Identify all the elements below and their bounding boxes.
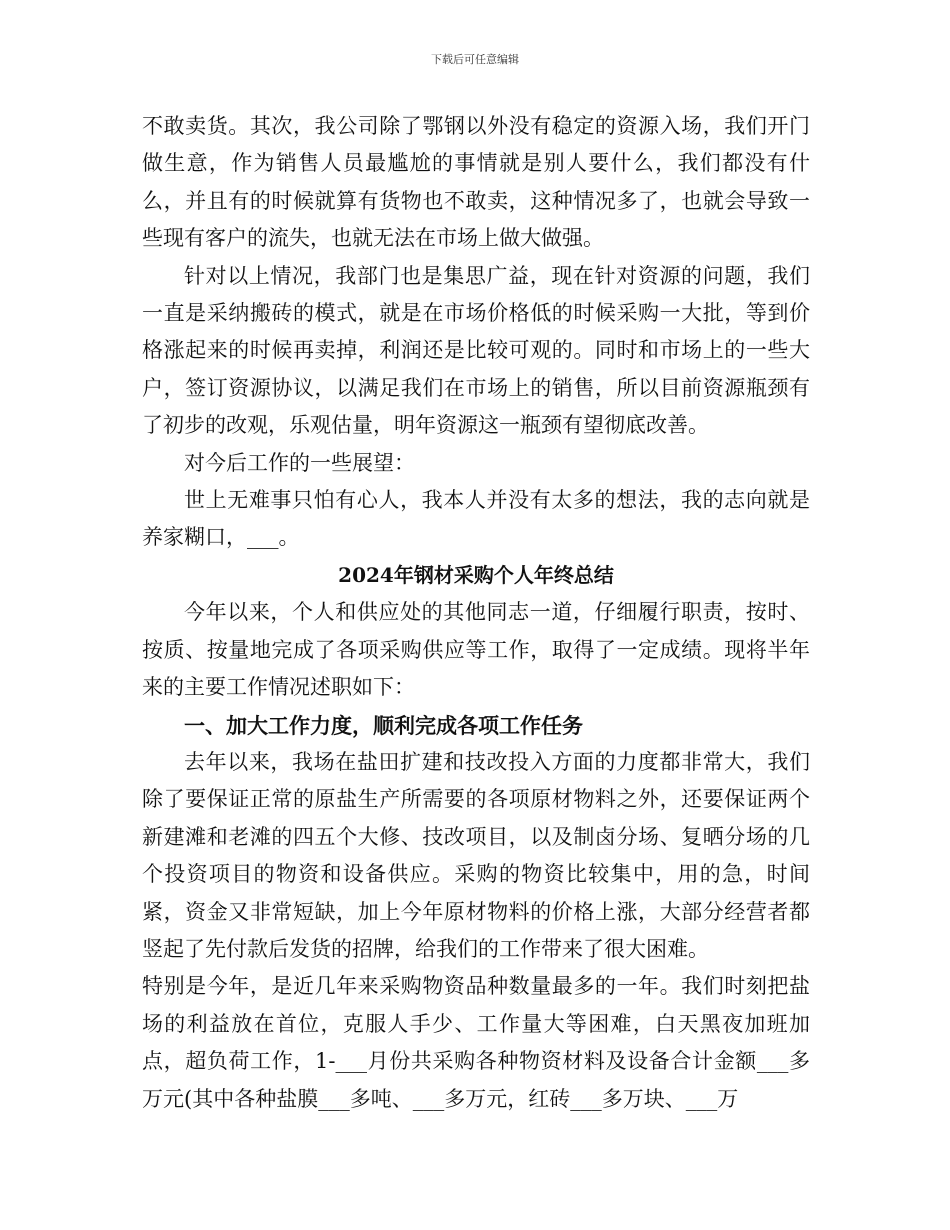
document-body (142, 108, 810, 1118)
paragraph: 去年以来，我场在盐田扩建和技改投入方面的力度都非常大，我们除了要保证正常的原盐生产所需要的各项原材物料之外，还要保证两个新建滩和老滩的四五个大修、技改项目，以及制卤分场、复晒分场的几个投资项目的物资和设备供应。采购的物资比较集中，用的急，时间紧，资金又非常短缺，加上今年原材物料的价格上涨，大部分经营者都竖起了先付款后发货的招牌，给我们的工作带来了很大困难。 (142, 749, 810, 961)
paragraph: 针对以上情况，我部门也是集思广益，现在针对资源的问题，我们一直是采纳搬砖的模式，就是在市场价格低的时候采购一大批，等到价格涨起来的时候再卖掉，利润还是比较可观的。同时和市场上的一些大户，签订资源协议，以满足我们在市场上的销售，所以目前资源瓶颈有了初步的改观，乐观估量，明年资源这一瓶颈有望彻底改善。 (142, 263, 810, 438)
paragraph: 特别是今年，是近几年来采购物资品种数量最多的一年。我们时刻把盐场的利益放在首位，克服人手少、工作量大等困难，白天黑夜加班加点，超负荷工作，1-___月份共采购各种物资材料及设备合计金额___多万元(其中各种盐膜___多吨、___多万元，红砖___多万块、___万 (142, 974, 810, 1111)
paragraph: 对今后工作的一些展望： (184, 450, 415, 475)
section-heading: 一、加大工作力度，顺利完成各项工作任务 (184, 712, 583, 738)
paragraph: 不敢卖货。其次，我公司除了鄂钢以外没有稳定的资源入场，我们开门做生意，作为销售人员最尴尬的事情就是别人要什么，我们都没有什么，并且有的时候就算有货物也不敢卖，这种情况多了，也就会导致一些现有客户的流失，也就无法在市场上做大做强。 (142, 114, 810, 251)
paragraph: 今年以来，个人和供应处的其他同志一道，仔细履行职责，按时、按质、按量地完成了各项采购供应等工作，取得了一定成绩。现将半年来的主要工作情况述职如下： (142, 600, 810, 700)
document-title: 2024年钢材采购个人年终总结 (338, 562, 614, 587)
page-header: 下载后可任意编辑 (431, 53, 519, 66)
paragraph: 世上无难事只怕有心人，我本人并没有太多的想法，我的志向就是养家糊口，___。 (142, 488, 810, 550)
